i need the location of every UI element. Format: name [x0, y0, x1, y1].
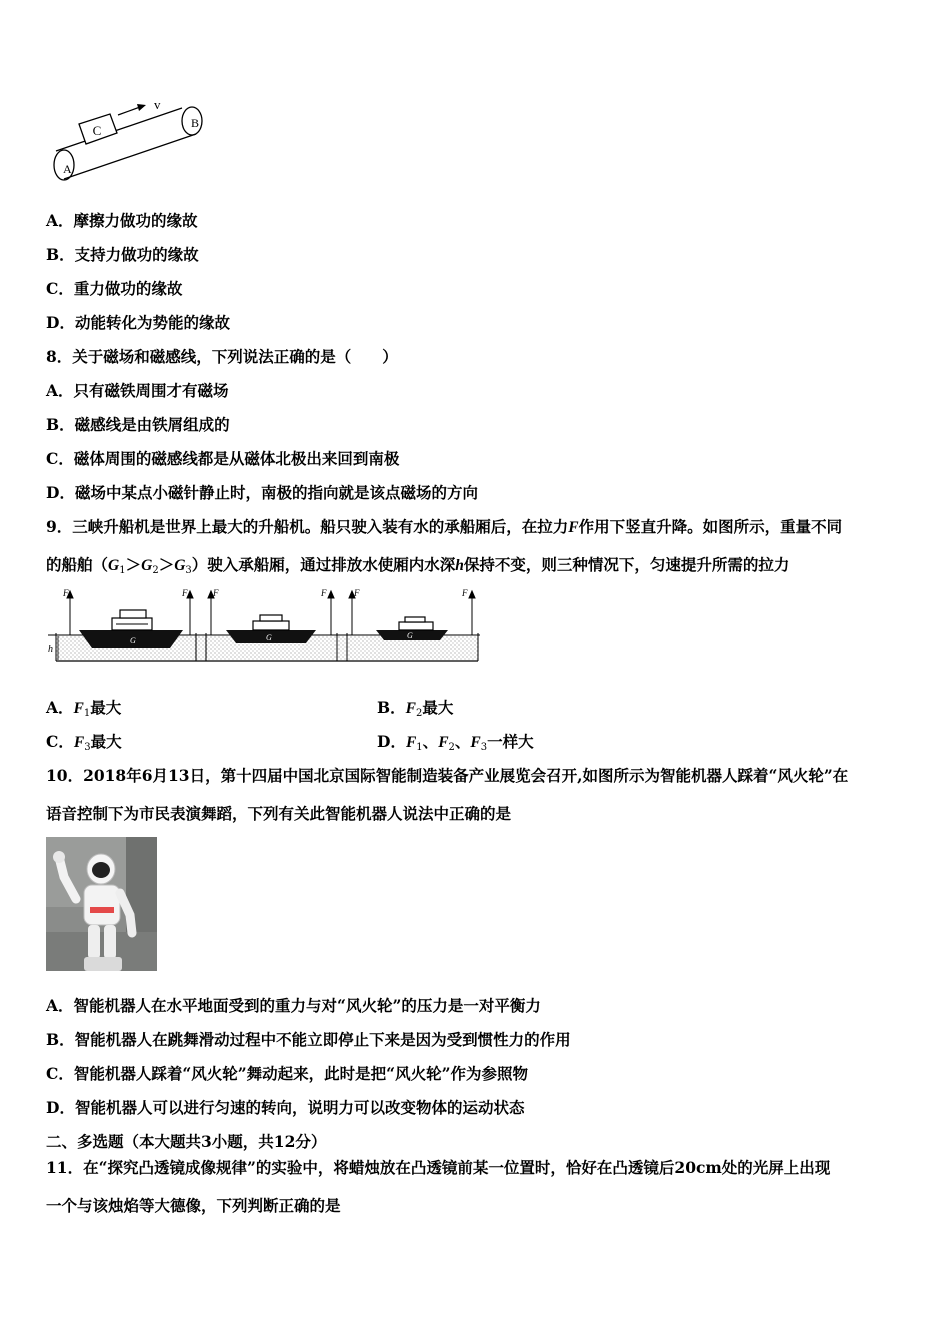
svg-text:G: G	[266, 633, 272, 642]
block-c	[79, 114, 117, 144]
ship-g2	[226, 615, 316, 643]
label-v: v	[154, 97, 161, 112]
q8-option-a: A．只有磁铁周围才有磁场	[46, 381, 229, 400]
q10-option-b: B．智能机器人在跳舞滑动过程中不能立即停止下来是因为受到惯性力的作用	[46, 1030, 571, 1049]
svg-text:G: G	[130, 636, 136, 645]
ship-lift-figure	[46, 588, 482, 664]
q9-option-a: A．$F_1$最大	[46, 698, 122, 719]
conveyor-belt	[54, 107, 202, 180]
q9-option-d: D．$F_1$、$F_2$、$F_3$一样大	[377, 732, 534, 753]
conveyor-belt-figure	[46, 95, 216, 187]
q8-stem: 8．关于磁场和磁感线，下列说法正确的是（ ）	[46, 347, 398, 366]
svg-text:F: F	[213, 588, 219, 598]
label-b: B	[191, 116, 200, 130]
svg-text:F: F	[182, 588, 188, 598]
q10-stem-line2: 语音控制下为市民表演舞蹈，下列有关此智能机器人说法中正确的是	[46, 804, 512, 823]
svg-text:F: F	[462, 588, 468, 598]
ship-g1	[79, 610, 183, 648]
robot-photo	[46, 837, 157, 971]
q10-stem-line1: 10．2018年6月13日，第十四届中国北京国际智能制造装备产业展览会召开,如图所示为智能机器人踩着“风火轮”在	[46, 766, 849, 785]
svg-text:G: G	[407, 631, 413, 640]
q8-option-d: D．磁场中某点小磁针静止时，南极的指向就是该点磁场的方向	[46, 483, 478, 502]
label-a: A	[63, 162, 72, 176]
svg-text:F: F	[354, 588, 360, 598]
svg-text:F: F	[321, 588, 327, 598]
q7-option-a: A．摩擦力做功的缘故	[46, 211, 198, 230]
velocity-arrow	[118, 97, 161, 115]
svg-text:F: F	[63, 588, 69, 598]
q7-option-b: B．支持力做功的缘故	[46, 245, 199, 264]
q10-option-d: D．智能机器人可以进行匀速的转向，说明力可以改变物体的运动状态	[46, 1098, 525, 1117]
q10-option-c: C．智能机器人踩着“风火轮”舞动起来，此时是把“风火轮”作为参照物	[46, 1064, 529, 1083]
section-2-title: 二、多选题（本大题共3小题，共12分）	[46, 1132, 327, 1151]
label-c: C	[92, 123, 102, 138]
q9-stem-line2: 的船舶$(G_1>G_2>G_3)$驶入承船厢，通过排放水使厢内水深h保持不变，则三种情况下，匀速提升所需的拉力	[46, 555, 790, 576]
q8-option-b: B．磁感线是由铁屑组成的	[46, 415, 230, 434]
q11-stem-line1: 11．在“探究凸透镜成像规律”的实验中，将蜡烛放在凸透镜前某一位置时，恰好在凸透镜后20cm处的光屏上出现	[46, 1158, 831, 1177]
q11-stem-line2: 一个与该烛焰等大德像，下列判断正确的是	[46, 1196, 341, 1215]
force-labels	[62, 588, 468, 598]
q8-option-c: C．磁体周围的磁感线都是从磁体北极出来回到南极	[46, 449, 400, 468]
q9-option-b: B．$F_2$最大	[377, 698, 454, 719]
q10-option-a: A．智能机器人在水平地面受到的重力与对“风火轮”的压力是一对平衡力	[46, 996, 541, 1015]
q7-option-c: C．重力做功的缘故	[46, 279, 183, 298]
q9-option-c: C．$F_3$最大	[46, 732, 122, 753]
ship-g3	[376, 617, 448, 640]
q7-option-d: D．动能转化为势能的缘故	[46, 313, 230, 332]
q9-stem-line1: 9．三峡升船机是世界上最大的升船机。船只驶入装有水的承船厢后，在拉力F作用下竖直升降。如图所示，重量不同	[46, 517, 843, 536]
svg-text:h: h	[48, 644, 53, 655]
